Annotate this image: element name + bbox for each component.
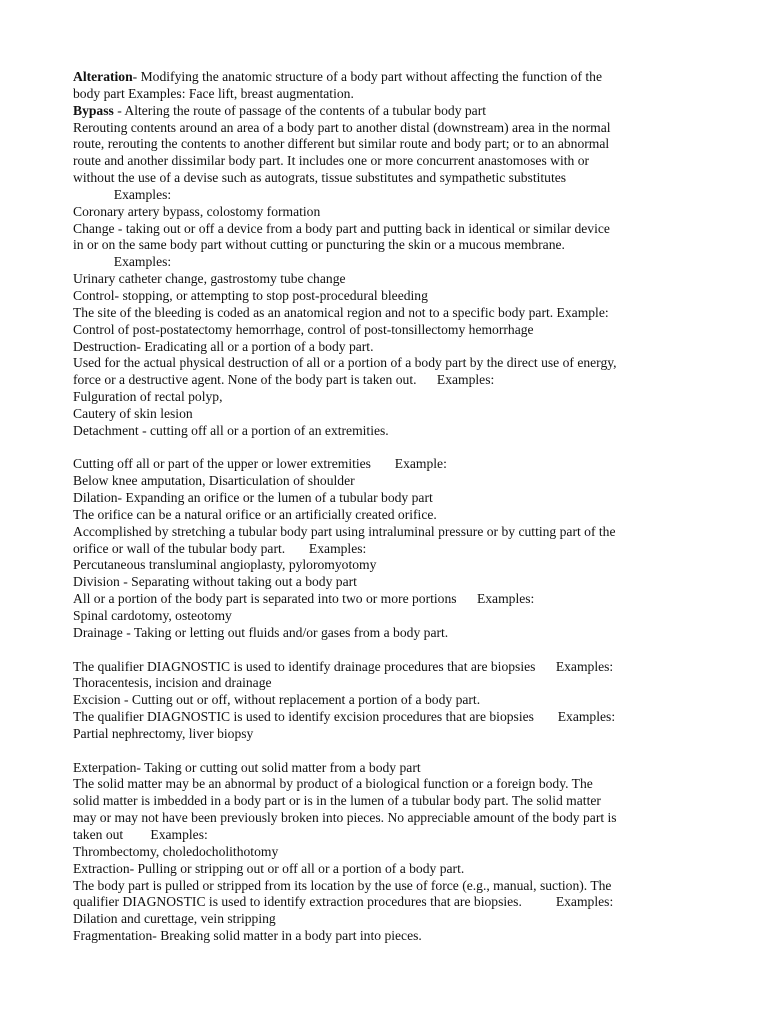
line-text: Dilation and curettage, vein stripping — [73, 911, 276, 927]
text-line — [73, 372, 699, 389]
text-line — [73, 625, 699, 642]
text-line — [73, 861, 699, 878]
blank-line — [73, 743, 699, 760]
line-text: Coronary artery bypass, colostomy formation — [73, 203, 321, 219]
text-line — [73, 776, 699, 793]
text-line — [73, 254, 699, 271]
line-text: orifice or wall of the tubular body part. Examples: — [73, 540, 367, 556]
text-line — [73, 709, 699, 726]
text-line — [73, 204, 699, 221]
line-text: The body part is pulled or stripped from its location by the use of force (e.g., manual, suction). The — [73, 877, 612, 893]
term-heading: Alteration — [73, 69, 133, 84]
text-line — [73, 726, 699, 743]
line-text: Below knee amputation, Disarticulation of shoulder — [73, 473, 355, 489]
text-line — [73, 928, 699, 945]
text-line — [73, 541, 699, 558]
line-text: - Modifying the anatomic structure of a body part without affecting the function of the — [132, 69, 603, 84]
line-text: All or a portion of the body part is separated into two or more portions Examples: — [73, 591, 535, 607]
text-line — [73, 406, 699, 423]
text-line — [73, 659, 699, 676]
line-text: Control- stopping, or attempting to stop post-procedural bleeding — [73, 287, 428, 303]
text-line — [73, 608, 699, 625]
line-text: Fragmentation- Breaking solid matter in a body part into pieces. — [73, 928, 422, 944]
blank-line — [73, 440, 699, 457]
line-text: Rerouting contents around an area of a body part to another distal (downstream) area in the normal — [73, 119, 611, 135]
text-line — [73, 355, 699, 372]
line-text: force or a destructive agent. None of the body part is taken out. Examples: — [73, 372, 495, 388]
line-text: Used for the actual physical destruction of all or a portion of a body part by the direct use of energy, — [73, 355, 617, 371]
line-text: Percutaneous transluminal angioplasty, pyloromyotomy — [73, 557, 377, 573]
line-text: - Altering the route of passage of the contents of a tubular body part — [113, 102, 487, 118]
term-heading: Bypass — [73, 102, 114, 118]
line-text: Thoracentesis, incision and drainage — [73, 675, 272, 691]
blank-line — [73, 642, 699, 659]
text-line — [73, 271, 699, 288]
line-text: Partial nephrectomy, liver biopsy — [73, 725, 254, 741]
line-text: Drainage - Taking or letting out fluids and/or gases from a body part. — [73, 624, 449, 640]
text-line — [73, 170, 699, 187]
line-text: The orifice can be a natural orifice or an artificially created orifice. — [73, 506, 437, 522]
line-text: solid matter is imbedded in a body part or is in the lumen of a tubular body part. The solid matter — [73, 793, 601, 809]
text-line — [73, 490, 699, 507]
line-text: The site of the bleeding is coded as an anatomical region and not to a specific body part. Example: — [73, 304, 609, 320]
line-text: The solid matter may be an abnormal by product of a biological function or a foreign body. The — [73, 776, 593, 792]
document-body — [73, 69, 699, 945]
line-text: Change - taking out or off a device from a body part and putting back in identical or similar device — [73, 220, 610, 236]
text-line — [73, 507, 699, 524]
text-line — [73, 810, 699, 827]
text-line — [73, 574, 699, 591]
line-text: Cutting off all or part of the upper or lower extremities Example: — [73, 456, 447, 472]
line-text: Accomplished by stretching a tubular body part using intraluminal pressure or by cutting part of the — [73, 523, 616, 539]
text-line — [73, 524, 699, 541]
line-text: Urinary catheter change, gastrostomy tube change — [73, 271, 346, 287]
text-line — [73, 557, 699, 574]
text-line — [73, 844, 699, 861]
line-text: Control of post-postatectomy hemorrhage, control of post-tonsillectomy hemorrhage — [73, 321, 534, 337]
text-line — [73, 322, 699, 339]
text-line — [73, 187, 699, 204]
text-line — [73, 675, 699, 692]
text-line — [73, 473, 699, 490]
text-line — [73, 389, 699, 406]
line-text: body part Examples: Face lift, breast augmentation. — [73, 85, 354, 101]
line-text: Cautery of skin lesion — [73, 405, 193, 421]
line-text: Exterpation- Taking or cutting out solid matter from a body part — [73, 759, 421, 775]
line-text: route, rerouting the contents to another different but similar route and body part; or to an abnormal — [73, 136, 610, 152]
line-text: Excision - Cutting out or off, without replacement a portion of a body part. — [73, 692, 481, 708]
line-text: Fulguration of rectal polyp, — [73, 389, 223, 405]
text-line — [73, 221, 699, 238]
text-line — [73, 120, 699, 137]
text-line — [73, 288, 699, 305]
line-text: The qualifier DIAGNOSTIC is used to identify drainage procedures that are biopsies Examples: — [73, 658, 614, 674]
line-text: Destruction- Eradicating all or a portion of a body part. — [73, 338, 374, 354]
text-line — [73, 878, 699, 895]
line-text: without the use of a devise such as autograts, tissue substitutes and sympathetic substitutes — [73, 170, 567, 186]
line-text: Division - Separating without taking out a body part — [73, 574, 357, 590]
text-line — [73, 237, 699, 254]
text-line — [73, 793, 699, 810]
text-line — [73, 136, 699, 153]
text-line — [73, 153, 699, 170]
text-line — [73, 760, 699, 777]
text-line — [73, 423, 699, 440]
line-text: taken out Examples: — [73, 826, 208, 842]
line-text: may or may not have been previously broken into pieces. No appreciable amount of the body part is — [73, 810, 617, 826]
text-line — [73, 911, 699, 928]
line-text: Detachment - cutting off all or a portion of an extremities. — [73, 422, 389, 438]
text-line — [73, 305, 699, 322]
line-text: Thrombectomy, choledocholithotomy — [73, 843, 279, 859]
line-text: Extraction- Pulling or stripping out or off all or a portion of a body part. — [73, 860, 465, 876]
line-text: Examples: — [73, 254, 172, 270]
line-text: Spinal cardotomy, osteotomy — [73, 608, 232, 623]
text-line — [73, 456, 699, 473]
text-line — [73, 103, 699, 120]
text-line — [73, 339, 699, 356]
line-text: Examples: — [73, 186, 172, 202]
line-text: route and another dissimilar body part. It includes one or more concurrent anastomoses with or — [73, 153, 590, 169]
line-text: Dilation- Expanding an orifice or the lumen of a tubular body part — [73, 490, 433, 506]
text-line — [73, 692, 699, 709]
line-text: in or on the same body part without cutting or puncturing the skin or a mucous membrane. — [73, 237, 565, 253]
line-text: The qualifier DIAGNOSTIC is used to identify excision procedures that are biopsies Examples: — [73, 709, 616, 725]
text-line — [73, 69, 699, 86]
text-line — [73, 591, 699, 608]
text-line — [73, 86, 699, 103]
text-line — [73, 894, 699, 911]
line-text: qualifier DIAGNOSTIC is used to identify extraction procedures that are biopsies. Examples: — [73, 894, 614, 910]
text-line — [73, 827, 699, 844]
